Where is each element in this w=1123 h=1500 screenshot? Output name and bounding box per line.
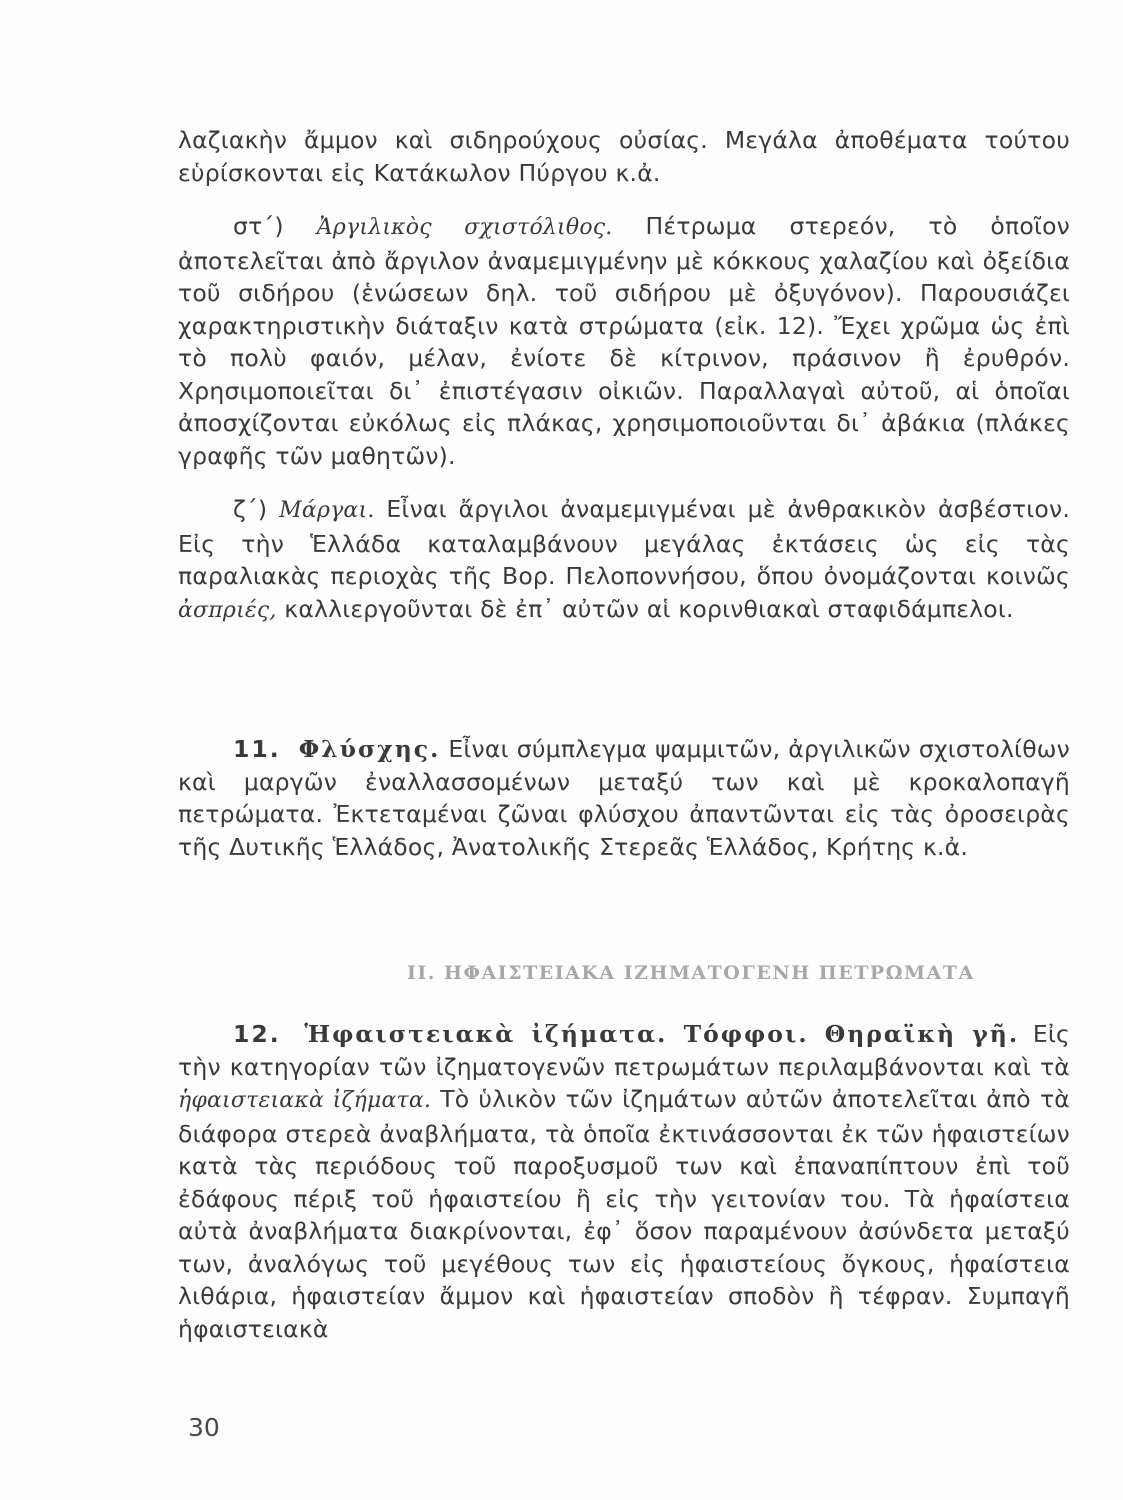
italic-word: ἀσπριές, xyxy=(178,597,277,623)
paragraph-text: Πέτρωμα στερεόν, τὸ ὁποῖον ἀποτελεῖται ἀπὸ ἄργιλον ἀναμεμιγμένην μὲ κόκκους χαλαζίου καὶ ὀξείδια τοῦ σιδήρου (ἑνώσεων δηλ. τοῦ σιδήρου μὲ ὀξυγόνον). Παρουσιάζει χαρακτηριστικὴν διάταξιν κατὰ στρώματα (εἰκ. 12). Ἔχει χρῶμα ὡς ἐπὶ τὸ πολὺ φαιόν, μέλαν, ἐνίοτε δὲ κίτρινον, πράσινον ἢ ἐρυθρόν. Χρησιμοποιεῖται δι᾽ ἐπιστέγασιν οἰκιῶν. Παραλλαγαὶ αὐτοῦ, αἱ ὁποῖαι ἀποσχίζονται εὐκόλως εἰς πλάκας, χρησιμοποιοῦνται δι᾽ ἀβάκια (πλάκες γραφῆς τῶν μαθητῶν). xyxy=(178,212,1070,470)
paragraph-text: Τὸ ὑλικὸν τῶν ἰζημάτων αὐτῶν ἀποτελεῖται ἀπὸ τὰ διάφορα στερεὰ ἀναβλήματα, τὰ ὁποῖα ἐκτινάσσονται ἐκ τῶν ἡφαιστείων κατὰ τὰς περιόδους τοῦ παροξυσμοῦ των καὶ ἐπαναπίπτουν ἐπὶ τοῦ ἐδάφους πέριξ τοῦ ἡφαιστείου ἢ εἰς τὴν γειτονίαν του. Τὰ ἡφαίστεια αὐτὰ ἀναβλήματα διακρίνονται, ἐφ᾽ ὅσον παραμένουν ἀσύνδετα μεταξύ των, ἀναλόγως τοῦ μεγέθους των εἰς ἡφαιστείους ὄγκους, ἡφαίστεια λιθάρια, ἡφαιστείαν ἄμμον καὶ ἡφαιστείαν σποδὸν ἢ τέφραν. Συμπαγῆ ἡφαιστειακὰ xyxy=(178,1085,1070,1343)
paragraph-text: καλλιεργοῦνται δὲ ἐπ᾽ αὐτῶν αἱ κορινθιακαὶ σταφιδάμπελοι. xyxy=(284,594,1014,623)
paragraph-argillite xyxy=(178,210,1070,472)
item-label: στ΄) xyxy=(233,212,284,240)
paragraph-marls xyxy=(178,493,1070,627)
item-term: Ἀργιλικὸς σχιστόλιθος. xyxy=(316,215,613,240)
section-title: Φλύσχης. xyxy=(298,735,441,763)
paragraph-flysch xyxy=(178,733,1070,863)
section-number: 12. xyxy=(233,1020,281,1048)
item-label: ζ΄) xyxy=(233,495,268,523)
body-text-upper xyxy=(178,124,1070,627)
paragraph-text: λαζιακὴν ἄμμον καὶ σιδηρούχους οὐσίας. Μεγάλα ἀποθέματα τούτου εὑρίσκονται εἰς Κατάκωλον Πύργου κ.ἀ. xyxy=(178,126,1070,187)
section-heading: ΙΙ. ΗΦΑΙΣΤΕΙΑΚΑ ΙΖΗΜΑΤΟΓΕΝΗ ΠΕΤΡΩΜΑΤΑ xyxy=(407,962,975,984)
body-text-flysch xyxy=(178,733,1070,863)
body-text-volcanic xyxy=(178,1018,1070,1345)
paragraph-volcanic xyxy=(178,1018,1070,1345)
paragraph-text: Εἰς τὴν κατηγορίαν τῶν ἰζηματογενῶν πετρωμάτων περιλαμβάνονται καὶ τὰ xyxy=(178,1020,1071,1081)
italic-word: ἡφαιστειακὰ ἰζήματα. xyxy=(178,1088,432,1113)
page-number: 30 xyxy=(188,1413,220,1442)
paragraph-text: Εἶναι ἄργιλοι ἀναμεμιγμέναι μὲ ἀνθρακικὸν ἀσβέστιον. Εἰς τὴν Ἑλλάδα καταλαμβάνουν μεγάλας ἐκτάσεις ὡς εἰς τὰς παραλιακὰς περιοχὰς τῆς Βορ. Πελοποννήσου, ὅπου ὀνομάζονται κοινῶς xyxy=(178,495,1070,590)
paragraph-continuation xyxy=(178,124,1070,189)
paragraph-text: Εἶναι σύμπλεγμα ψαμμιτῶν, ἀργιλικῶν σχιστολίθων καὶ μαργῶν ἐναλλασσομένων μεταξύ των καὶ μὲ κροκαλοπαγῆ πετρώματα. Ἐκτεταμέναι ζῶναι φλύσχου ἀπαντῶνται εἰς τὰς ὀροσειρὰς τῆς Δυτικῆς Ἑλλάδος, Ἀνατολικῆς Στερεᾶς Ἑλλάδος, Κρήτης κ.ἀ. xyxy=(178,735,1070,861)
section-title: Ἡφαιστειακὰ ἰζήματα. Τόφφοι. Θηραϊκὴ γῆ. xyxy=(304,1020,1020,1048)
item-term: Μάργαι. xyxy=(279,498,375,523)
section-number: 11. xyxy=(233,735,281,763)
